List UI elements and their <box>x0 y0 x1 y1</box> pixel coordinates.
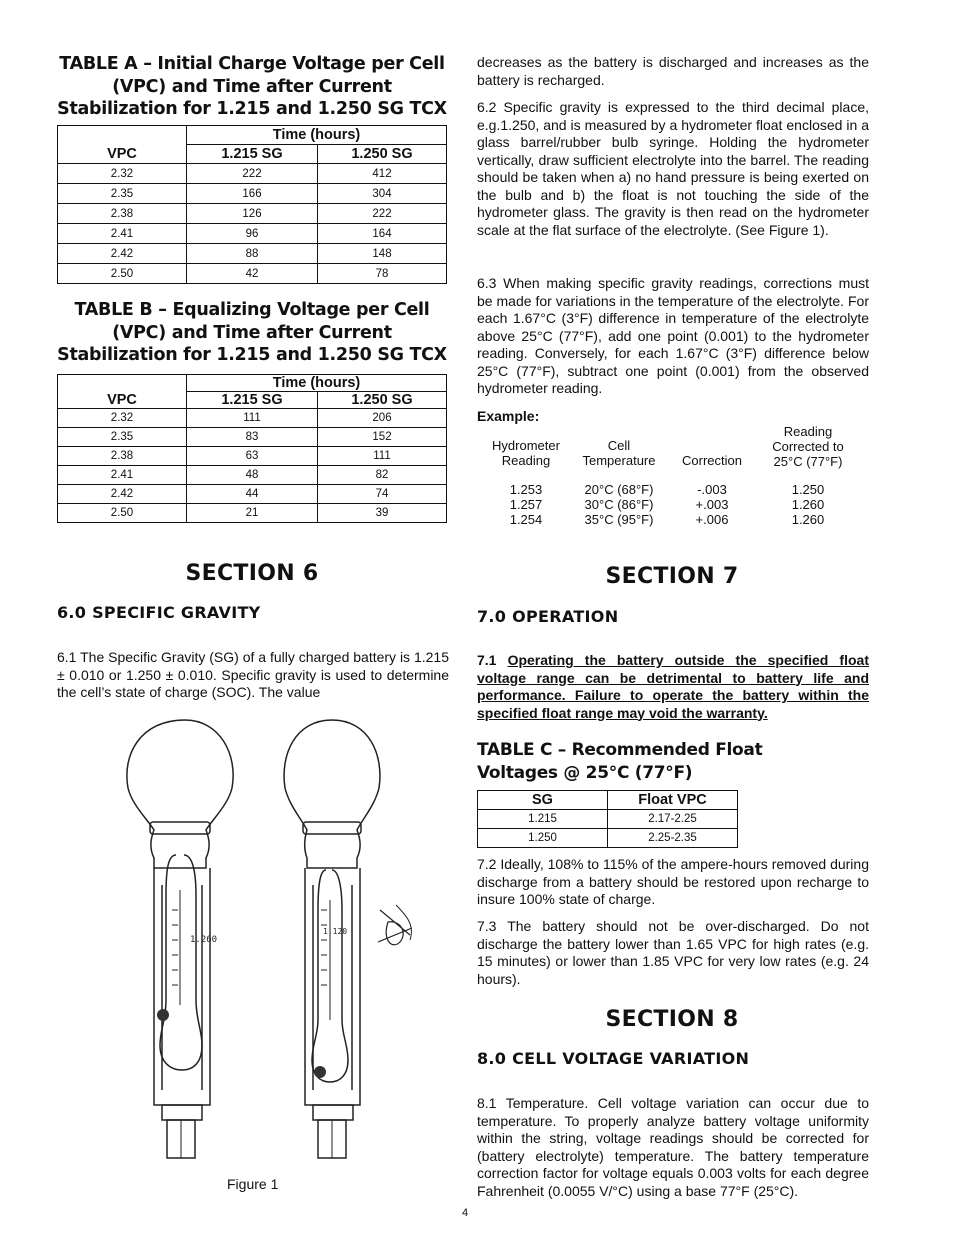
table-b-cell: 2.42 <box>58 485 187 504</box>
table-c-title-line1: TABLE C – Recommended Float <box>477 740 763 760</box>
table-c-cell: 2.17-2.25 <box>608 810 738 829</box>
table-a-cell: 2.50 <box>58 264 187 284</box>
table-a-col-1250: 1.250 SG <box>318 145 447 164</box>
table-c <box>477 790 738 848</box>
table-a-cell: 2.35 <box>58 184 187 204</box>
table-a-cell: 2.38 <box>58 204 187 224</box>
example-col-hydrometer: 1.253 1.257 1.254 <box>509 482 543 527</box>
section-7-title: SECTION 7 <box>605 564 739 589</box>
left-hydrometer-float-weight <box>157 1009 169 1021</box>
table-a-row <box>58 204 447 224</box>
table-b-row <box>58 485 447 504</box>
table-b-title-line3: Stabilization for 1.215 and 1.250 SG TCX <box>57 345 447 365</box>
table-a-cell: 78 <box>318 264 447 284</box>
table-a-row <box>58 164 447 184</box>
table-b-col-1215: 1.215 SG <box>187 392 318 409</box>
table-b-row <box>58 428 447 447</box>
table-a-cell: 412 <box>318 164 447 184</box>
example-header-hydrometer: Hydrometer Reading <box>492 438 560 468</box>
table-b-cell: 63 <box>187 447 318 466</box>
section-7-heading: 7.0 OPERATION <box>477 607 619 626</box>
paragraph-6-2: 6.2 Specific gravity is expressed to the third decimal place, e.g.1.250, and is measured by a hydrometer float enclosed in a glass barrel/rubber bulb syringe. Holding the hydrometer vertically, draw sufficient electrolyte into the barrel. The reading should be taken when a) no hand pressure is being exerted on the bulb and b) the float is not touching the side of the hydrometer glass. The gravity is then read on the hydrometer scale at the flat surface of the electrolyte. (See Figure 1). <box>477 99 869 238</box>
table-b-cell: 82 <box>318 466 447 485</box>
table-b-group-header: Time (hours) <box>187 375 447 392</box>
example-label: Example: <box>477 408 540 424</box>
table-b-cell: 2.50 <box>58 504 187 523</box>
section-6-title: SECTION 6 <box>185 561 319 586</box>
table-a-group-header: Time (hours) <box>187 126 447 145</box>
table-a-blank-header <box>58 126 187 145</box>
table-a-cell: 88 <box>187 244 318 264</box>
table-a-row <box>58 224 447 244</box>
table-a-cell: 126 <box>187 204 318 224</box>
table-a <box>57 125 447 284</box>
table-a-title <box>56 53 448 121</box>
table-b-row <box>58 466 447 485</box>
example-col-correction: -.003 +.003 +.006 <box>695 482 729 527</box>
paragraph-7-2: 7.2 Ideally, 108% to 115% of the ampere-hours removed during discharge from a battery should be restored upon recharge to insure 100% state of charge. <box>477 856 869 907</box>
table-c-title-line2: Voltages @ 25°C (77°F) <box>477 763 693 783</box>
table-b-cell: 206 <box>318 409 447 428</box>
table-b-col-vpc: VPC <box>58 392 187 409</box>
table-c-title <box>477 739 762 785</box>
table-c-row <box>478 829 738 848</box>
table-b-cell: 74 <box>318 485 447 504</box>
section-6-heading: 6.0 SPECIFIC GRAVITY <box>57 603 261 622</box>
table-a-cell: 2.32 <box>58 164 187 184</box>
table-b-cell: 39 <box>318 504 447 523</box>
table-a-cell: 166 <box>187 184 318 204</box>
paragraph-7-1-number: 7.1 <box>477 652 508 668</box>
section-8-heading: 8.0 CELL VOLTAGE VARIATION <box>477 1049 750 1068</box>
table-b-cell: 2.41 <box>58 466 187 485</box>
figure-caption: Figure 1 <box>227 1176 279 1192</box>
table-a-col-1215: 1.215 SG <box>187 145 318 164</box>
table-b-cell: 111 <box>187 409 318 428</box>
paragraph-8-1: 8.1 Temperature. Cell voltage variation can occur due to temperature. To properly analyze battery voltage uniformity within the string, voltage readings should be corrected for (battery electrolyte) temperature. The battery temperature correction factor for voltage equals 0.003 volts for each degree Fahrenheit (0.0055 V/°C) using a base 77°F (25°C). <box>477 1095 869 1199</box>
section-8-title: SECTION 8 <box>605 1007 739 1032</box>
table-b-cell: 152 <box>318 428 447 447</box>
table-b-cell: 21 <box>187 504 318 523</box>
table-a-row <box>58 244 447 264</box>
table-b-cell: 44 <box>187 485 318 504</box>
example-header-corrected: Reading Corrected to 25°C (77°F) <box>772 424 844 469</box>
table-c-cell: 2.25-2.35 <box>608 829 738 848</box>
table-c-row <box>478 810 738 829</box>
left-hydrometer <box>127 720 233 1158</box>
table-b-blank-header <box>58 375 187 392</box>
table-b-title <box>56 299 448 367</box>
table-c-col-sg: SG <box>478 791 608 810</box>
table-a-cell: 164 <box>318 224 447 244</box>
table-c-cell: 1.215 <box>478 810 608 829</box>
paragraph-7-1 <box>477 652 869 722</box>
table-b-title-line1: TABLE B – Equalizing Voltage per Cell <box>74 300 430 320</box>
table-c-cell: 1.250 <box>478 829 608 848</box>
table-b <box>57 374 447 523</box>
table-a-title-line3: Stabilization for 1.215 and 1.250 SG TCX <box>57 99 447 119</box>
table-b-row <box>58 504 447 523</box>
table-a-row <box>58 264 447 284</box>
right-hydrometer-float-weight <box>314 1066 326 1078</box>
table-b-row <box>58 447 447 466</box>
table-b-cell: 111 <box>318 447 447 466</box>
page-number: 4 <box>462 1207 469 1219</box>
table-a-cell: 42 <box>187 264 318 284</box>
paragraph-7-3: 7.3 The battery should not be over-discharged. Do not discharge the battery lower than 1.65 VPC for high rates (e.g. 15 minutes) or lower than 1.85 VPC for very low rates (e.g. 24 hours). <box>477 918 869 987</box>
example-col-temperature: 20°C (68°F) 30°C (86°F) 35°C (95°F) <box>584 482 654 527</box>
left-scale-label: 1.260 <box>190 935 218 945</box>
table-a-cell: 2.42 <box>58 244 187 264</box>
table-b-cell: 2.35 <box>58 428 187 447</box>
table-b-cell: 83 <box>187 428 318 447</box>
table-b-cell: 2.32 <box>58 409 187 428</box>
table-a-title-line2: (VPC) and Time after Current <box>112 76 392 97</box>
table-a-cell: 148 <box>318 244 447 264</box>
right-scale-label: 1.120 <box>323 927 348 936</box>
section-6-paragraph-1: 6.1 The Specific Gravity (SG) of a fully charged battery is 1.215 ± 0.010 or 1.250 ± 0.010. Specific gravity is used to determine the cell’s state of charge (SOC). The value <box>57 649 449 700</box>
right-hydrometer <box>284 720 412 1158</box>
hydrometer-figure <box>110 710 430 1170</box>
table-a-row <box>58 184 447 204</box>
table-a-col-vpc: VPC <box>58 145 187 164</box>
example-header-temperature: Cell Temperature <box>582 438 656 468</box>
table-a-cell: 222 <box>187 164 318 184</box>
example-header-correction: Correction <box>682 453 742 468</box>
paragraph-continued: decreases as the battery is discharged and increases as the battery is recharged. <box>477 54 869 88</box>
table-c-col-float-vpc: Float VPC <box>608 791 738 810</box>
example-col-corrected: 1.250 1.260 1.260 <box>791 482 825 527</box>
table-b-cell: 2.38 <box>58 447 187 466</box>
table-b-row <box>58 409 447 428</box>
table-a-cell: 222 <box>318 204 447 224</box>
paragraph-6-3: 6.3 When making specific gravity readings, corrections must be made for variations in the temperature of the electrolyte. For each 1.67°C (3°F) difference in temperature of the electrolyte above 25°C (77°F), add one point (0.001) to the hydrometer reading. Conversely, for each 1.67°C (3°F) difference below 25°C (77°F), subtract one point (0.001) from the observed hydrometer reading. <box>477 275 869 396</box>
table-a-title-line1: TABLE A – Initial Charge Voltage per Cell <box>59 54 445 74</box>
table-a-cell: 2.41 <box>58 224 187 244</box>
paragraph-7-1-warning: Operating the battery outside the specified float voltage range can be detrimental to battery life and performance. Failure to operate the battery within the specified float range may void the warranty. <box>477 652 869 721</box>
table-b-col-1250: 1.250 SG <box>318 392 447 409</box>
table-b-cell: 48 <box>187 466 318 485</box>
table-a-cell: 304 <box>318 184 447 204</box>
table-b-title-line2: (VPC) and Time after Current <box>112 322 392 343</box>
table-a-cell: 96 <box>187 224 318 244</box>
